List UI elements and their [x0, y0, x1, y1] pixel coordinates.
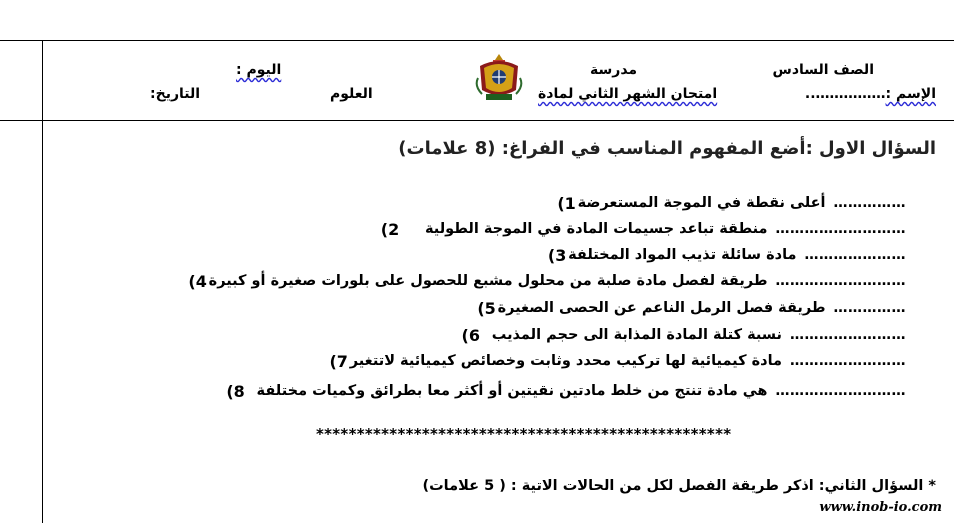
list-item: 2) منطقة تباعد جسيمات المادة في الموجة الطولية ……………………… [380, 219, 906, 239]
header-bottom-border [0, 120, 954, 121]
date-label: التاريخ: [150, 86, 201, 102]
list-item: 4) طريقة لفصل مادة صلبة من محلول مشبع للحصول على بلورات صغيرة أو كبيرة ……………………… [188, 271, 906, 291]
list-item: 5) طريقة فصل الرمل الناعم عن الحصى الصغيرة …………… [477, 298, 906, 318]
list-item: 1) أعلى نقطة في الموجة المستعرضة …………… [557, 193, 906, 213]
name-dots: …………….. [804, 86, 886, 102]
list-item: 7) مادة كيميائية لها تركيب محدد وثابت وخصائص كيميائية لاتتغير …………………… [329, 351, 906, 371]
name-label: الإسم : [885, 86, 936, 102]
subject-label: العلوم [330, 86, 373, 102]
list-item: 8) هي مادة تنتج من خلط مادتين نقيتين أو أكثر معا بطرائق وكميات مختلفة ……………………… [226, 381, 906, 401]
grade-label: الصف السادس [772, 62, 874, 78]
name-field [805, 86, 936, 102]
question2-title: * السؤال الثاني: اذكر طريقة الفصل لكل من الحالات الاتية : ( 5 علامات) [422, 478, 936, 494]
school-label: مدرسة [590, 62, 638, 78]
header-top-border [0, 40, 954, 41]
page-left-border [42, 40, 43, 523]
watermark: www.inob-io.com [819, 500, 942, 515]
jordan-emblem-icon [474, 50, 524, 104]
exam-title: امتحان الشهر الثاني لمادة [538, 86, 718, 102]
list-item: 3) مادة سائلة تذيب المواد المختلفة ………………… [547, 245, 906, 265]
list-item: 6) نسبة كتلة المادة المذابة الى حجم المذيب …………………… [461, 325, 906, 345]
day-label: اليوم : [236, 62, 282, 78]
separator-stars: *************************************************** [316, 425, 732, 443]
question1-title: السؤال الاول :أضع المفهوم المناسب في الفراغ: (8 علامات) [398, 138, 936, 159]
